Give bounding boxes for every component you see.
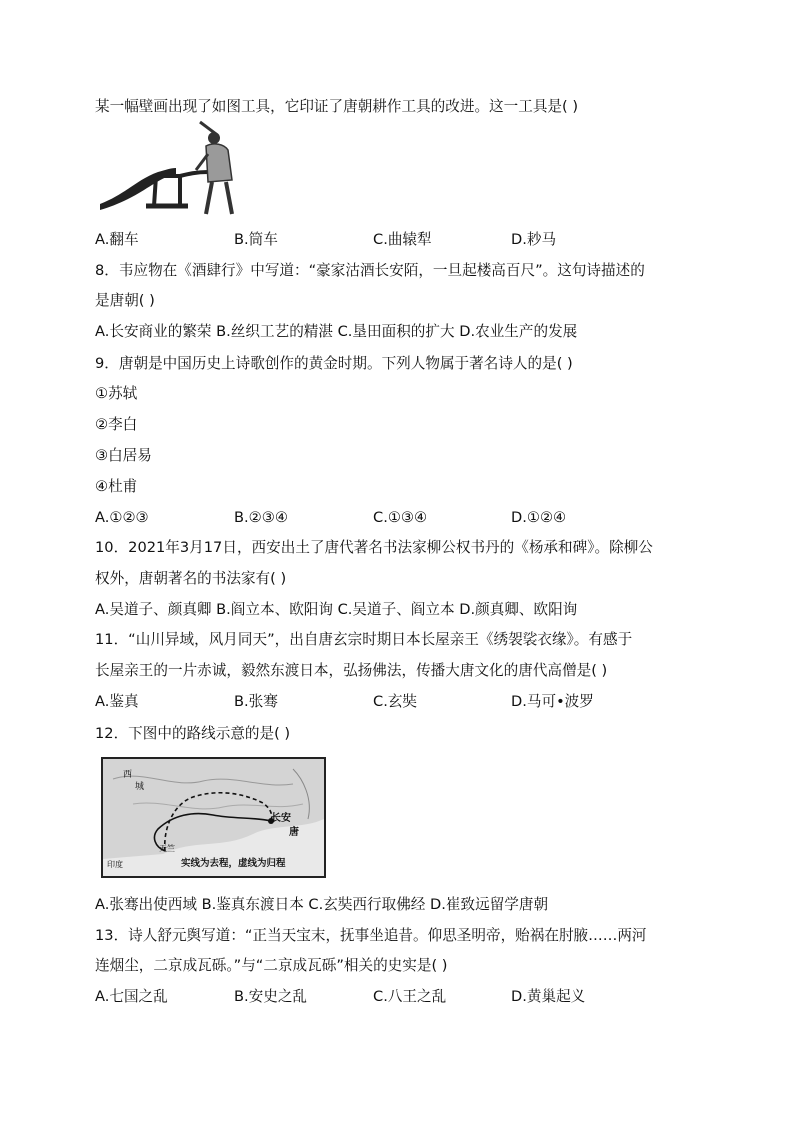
q13-option-d[interactable]: D.黄巢起义 — [511, 988, 586, 1005]
q9-option-c[interactable]: C.①③④ — [373, 509, 428, 526]
q9-stem: 9．唐朝是中国历史上诗歌创作的黄金时期。下列人物属于著名诗人的是( ) — [95, 355, 573, 372]
q7-option-d[interactable]: D.耖马 — [511, 231, 557, 248]
q12-options[interactable]: A.张骞出使西域 B.鉴真东渡日本 C.玄奘西行取佛经 D.崔致远留学唐朝 — [95, 896, 549, 913]
q13-option-c[interactable]: C.八王之乱 — [373, 988, 447, 1005]
q7-option-b[interactable]: B.筒车 — [234, 231, 278, 248]
q9-item-4: ④杜甫 — [95, 478, 138, 495]
q9-option-a[interactable]: A.①②③ — [95, 509, 149, 526]
q11-option-d[interactable]: D.马可•波罗 — [511, 693, 594, 710]
q11-option-c[interactable]: C.玄奘 — [373, 693, 418, 710]
q10-stem-line2: 权外，唐朝著名的书法家有( ) — [95, 570, 287, 587]
q13-option-a[interactable]: A.七国之乱 — [95, 988, 168, 1005]
q9-item-2: ②李白 — [95, 416, 138, 433]
map-label-xi: 西 — [123, 770, 133, 780]
q8-stem-line1: 8．韦应物在《酒肆行》中写道：“豪家沽酒长安陌，一旦起楼高百尺”。这句诗描述的 — [95, 262, 645, 279]
q7-option-a[interactable]: A.翻车 — [95, 231, 139, 248]
q9-item-1: ①苏轼 — [95, 385, 138, 402]
q11-option-b[interactable]: B.张骞 — [234, 693, 278, 710]
q13-stem-line2: 连烟尘，二京成瓦砾。”与“二京成瓦砾”相关的史实是( ) — [95, 957, 448, 974]
q11-stem-line2: 长屋亲王的一片赤诚，毅然东渡日本，弘扬佛法，传播大唐文化的唐代高僧是( ) — [95, 662, 608, 679]
q7-stem: 某一幅壁画出现了如图工具，它印证了唐朝耕作工具的改进。这一工具是( ) — [95, 98, 579, 115]
q13-option-b[interactable]: B.安史之乱 — [234, 988, 308, 1005]
farmer-whip — [200, 122, 216, 134]
farmer-body — [206, 144, 232, 182]
q11-stem-line1: 11．“山川异域，风月同天”，出自唐玄宗时期日本长屋亲王《绣袈裟衣缘》。有感于 — [95, 631, 633, 648]
plough-handle — [180, 172, 208, 176]
farmer-legs — [206, 182, 232, 214]
map-caption: 实线为去程，虚线为归程 — [181, 858, 286, 869]
q12-stem: 12．下图中的路线示意的是( ) — [95, 725, 291, 742]
map-label-india: 印度 — [107, 860, 123, 869]
q9-option-d[interactable]: D.①②④ — [511, 509, 567, 526]
map-label-cheng: 城 — [135, 782, 145, 792]
plough-illustration — [96, 120, 246, 216]
q11-option-a[interactable]: A.鉴真 — [95, 693, 139, 710]
q9-item-3: ③白居易 — [95, 447, 152, 464]
q13-stem-line1: 13．诗人舒元舆写道：“正当天宝末，抚事坐追昔。仰思圣明帝，贻祸在肘腋……两河 — [95, 927, 647, 944]
map-label-tianzhu: 天竺 — [159, 844, 175, 853]
map-label-tang: 唐 — [289, 827, 299, 838]
q9-option-b[interactable]: B.②③④ — [234, 509, 288, 526]
map-label-changan: 长安 — [271, 813, 291, 824]
q8-options[interactable]: A.长安商业的繁荣 B.丝织工艺的精湛 C.垦田面积的扩大 D.农业生产的发展 — [95, 323, 578, 340]
route-map — [101, 757, 326, 878]
q7-option-c[interactable]: C.曲辕犁 — [373, 231, 432, 248]
q10-options[interactable]: A.吴道子、颜真卿 B.阎立本、欧阳询 C.吴道子、阎立本 D.颜真卿、欧阳询 — [95, 601, 578, 618]
q8-stem-line2: 是唐朝( ) — [95, 292, 155, 309]
q10-stem-line1: 10．2021年3月17日，西安出土了唐代著名书法家柳公权书丹的《杨承和碑》。除柳公 — [95, 539, 653, 556]
